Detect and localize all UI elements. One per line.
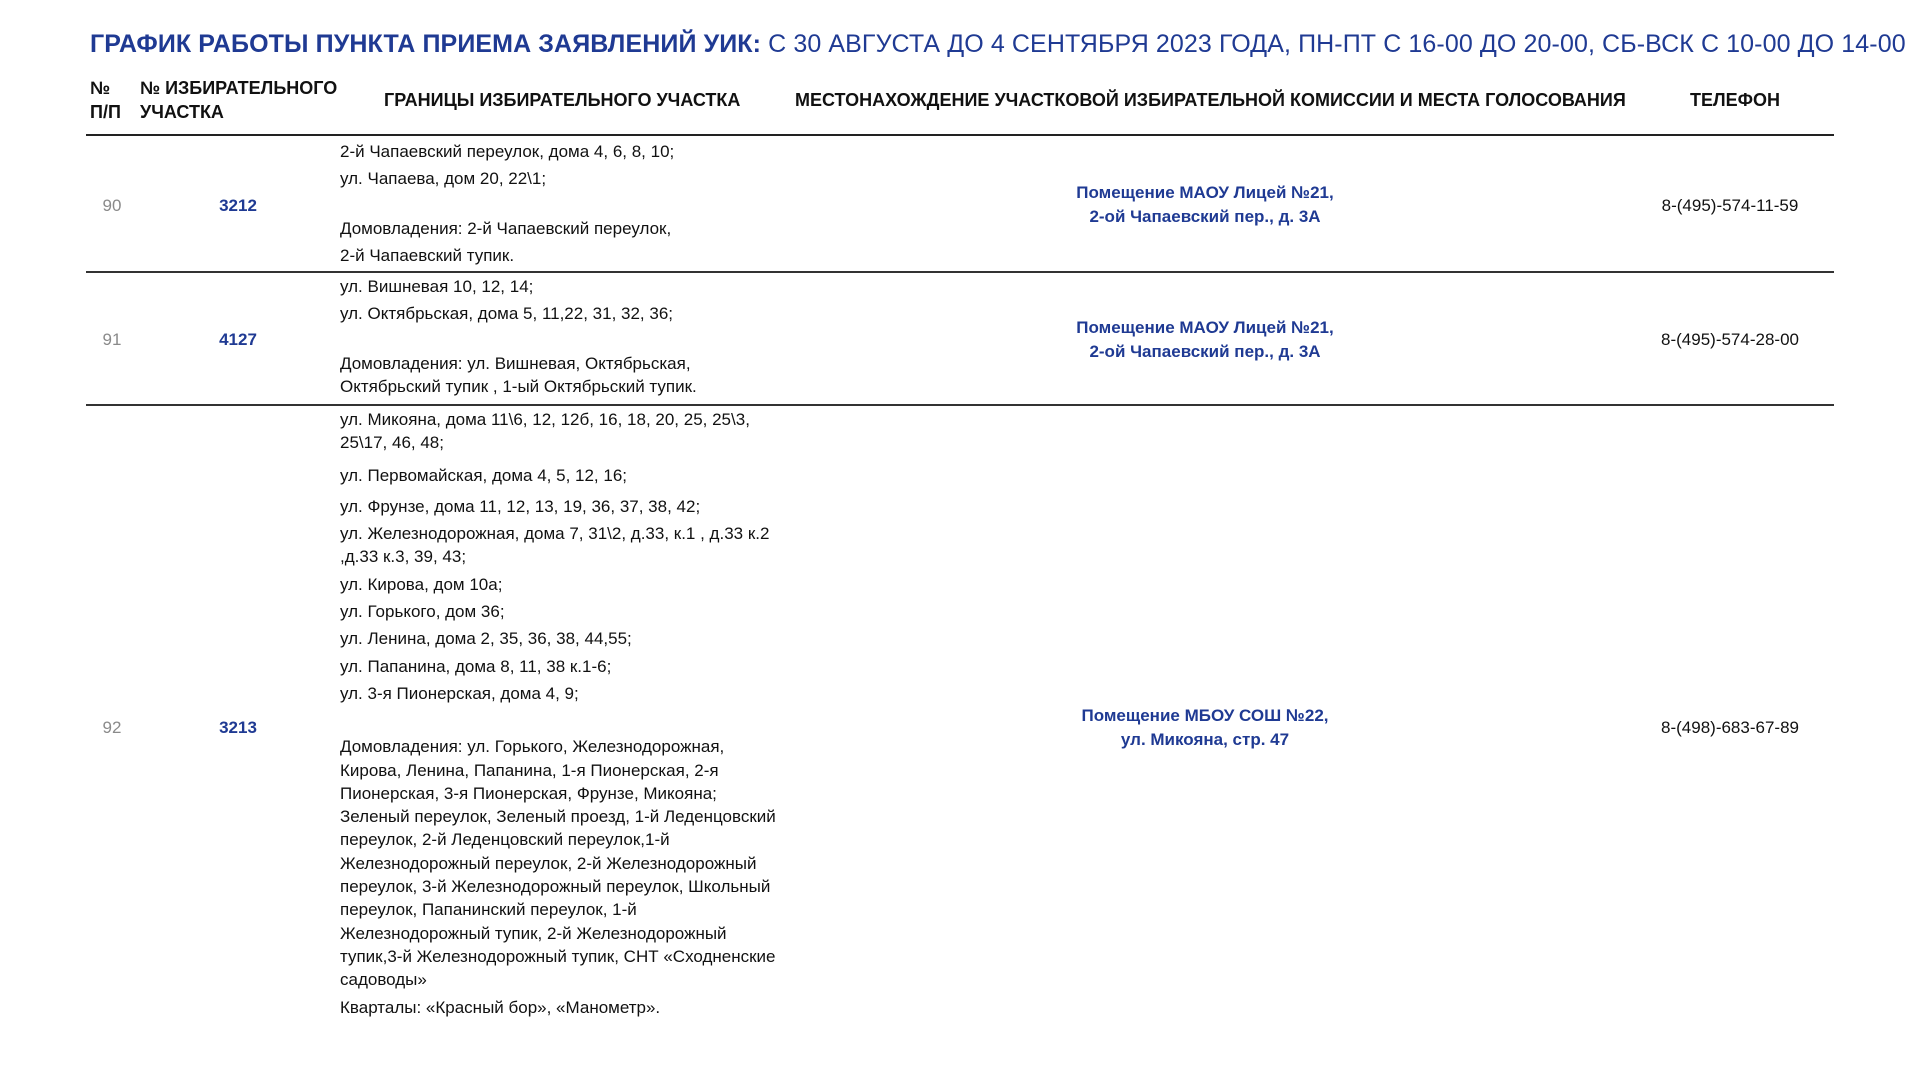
row-bounds — [340, 408, 790, 1023]
bounds-line: Кварталы: «Красный бор», «Манометр». — [340, 997, 661, 1017]
bounds-line: ул. Вишневая 10, 12, 14; — [340, 277, 534, 296]
row-location — [935, 704, 1475, 752]
bounds-line: ул. Октябрьская, дома 5, 11,22, 31, 32, 36; — [340, 304, 674, 323]
row-divider — [86, 404, 1834, 406]
header-location: МЕСТОНАХОЖДЕНИЕ УЧАСТКОВОЙ ИЗБИРАТЕЛЬНОЙ КОМИССИИ И МЕСТА ГОЛОСОВАНИЯ — [795, 90, 1626, 110]
header-num — [90, 76, 121, 124]
row-location — [935, 316, 1475, 364]
row-location — [935, 181, 1475, 229]
row-num: 90 — [102, 196, 122, 215]
row-phone: 8-(498)-683-67-89 — [1661, 718, 1799, 737]
row-phone: 8-(495)-574-28-00 — [1661, 330, 1799, 349]
bounds-line: ул. Горького, дом 36; — [340, 602, 505, 622]
header-uik — [140, 76, 337, 124]
bounds-line: 2-й Чапаевский переулок, дома 4, 6, 8, 10; — [340, 142, 675, 161]
bounds-line: ул. Железнодорожная, дома 7, 31\2, д.33, к.1 , д.33 к.2 ,д.33 к.3, 39, 43; — [340, 524, 770, 567]
header-phone: ТЕЛЕФОН — [1690, 90, 1780, 110]
location-line1: Помещение МАОУ Лицей №21, — [1076, 183, 1334, 202]
bounds-line: ул. Ленина, дома 2, 35, 36, 38, 44,55; — [340, 629, 632, 649]
row-divider — [86, 271, 1834, 273]
row-uik: 3212 — [219, 196, 257, 215]
row-num: 92 — [102, 718, 122, 737]
bounds-line: Домовладения: 2-й Чапаевский переулок, — [340, 219, 672, 238]
bounds-line: ул. Фрунзе, дома 11, 12, 13, 19, 36, 37, 38, 42; — [340, 496, 701, 516]
bounds-line: ул. Первомайская, дома 4, 5, 12, 16; — [340, 465, 627, 485]
header-uik-line1: № ИЗБИРАТЕЛЬНОГО — [140, 78, 338, 98]
row-bounds — [340, 275, 790, 402]
location-line2: ул. Микояна, стр. 47 — [1120, 730, 1290, 749]
row-phone: 8-(495)-574-11-59 — [1661, 196, 1799, 215]
bounds-line: ул. Чапаева, дом 20, 22\1; — [340, 169, 547, 188]
header-divider — [86, 134, 1834, 136]
bounds-line: Домовладения: ул. Горького, Железнодорожная, Кирова, Ленина, Папанина, 1-я Пионерская, 2-я Пионерская, 3-я Пионерская, Фрунзе, Микояна; Зеленый переулок, Зеленый проезд, 1-й Леденцовский переулок, 2-й Леденцовский переулок,1-й Железнодорожный переулок, 2-й Железнодорожный переулок, 3-й Железнодорожный переулок, Школьный переулок, Папанинский переулок, 1-й Железнодорожный тупик, 2-й Железнодорожный тупик,3-й Железнодорожный тупик, СНТ «Сходненские садоводы» — [340, 737, 776, 990]
row-num: 91 — [102, 330, 122, 349]
title-schedule: С 30 АВГУСТА ДО 4 СЕНТЯБРЯ 2023 ГОДА, ПН-ПТ С 16-00 ДО 20-00, СБ-ВСК С 10-00 ДО 14-00 — [768, 30, 1906, 58]
header-uik-line2: УЧАСТКА — [140, 102, 224, 122]
bounds-line: ул. 3-я Пионерская, дома 4, 9; — [340, 683, 579, 703]
bounds-line: Домовладения: ул. Вишневая, Октябрьская, — [340, 354, 691, 373]
page-title — [90, 30, 1906, 59]
header-bounds: ГРАНИЦЫ ИЗБИРАТЕЛЬНОГО УЧАСТКА — [384, 90, 741, 110]
bounds-line: Октябрьский тупик , 1-ый Октябрьский тупик. — [340, 377, 697, 396]
location-line2: 2-ой Чапаевский пер., д. 3А — [1089, 207, 1321, 226]
bounds-line: ул. Микояна, дома 11\6, 12, 12б, 16, 18, 20, 25, 25\3, 25\17, 46, 48; — [340, 410, 750, 453]
location-line2: 2-ой Чапаевский пер., д. 3А — [1089, 342, 1321, 361]
row-uik: 4127 — [219, 330, 257, 349]
header-num-line1: № — [90, 78, 111, 98]
row-uik: 3213 — [219, 718, 257, 737]
title-bold: ГРАФИК РАБОТЫ ПУНКТА ПРИЕМА ЗАЯВЛЕНИЙ УИК: — [90, 30, 762, 58]
bounds-line: ул. Кирова, дом 10а; — [340, 574, 503, 594]
row-bounds — [340, 140, 790, 271]
location-line1: Помещение МАОУ Лицей №21, — [1076, 318, 1334, 337]
header-num-line2: П/П — [90, 102, 121, 122]
bounds-line: ул. Папанина, дома 8, 11, 38 к.1-6; — [340, 656, 612, 676]
bounds-line: 2-й Чапаевский тупик. — [340, 246, 515, 265]
location-line1: Помещение МБОУ СОШ №22, — [1081, 706, 1329, 725]
